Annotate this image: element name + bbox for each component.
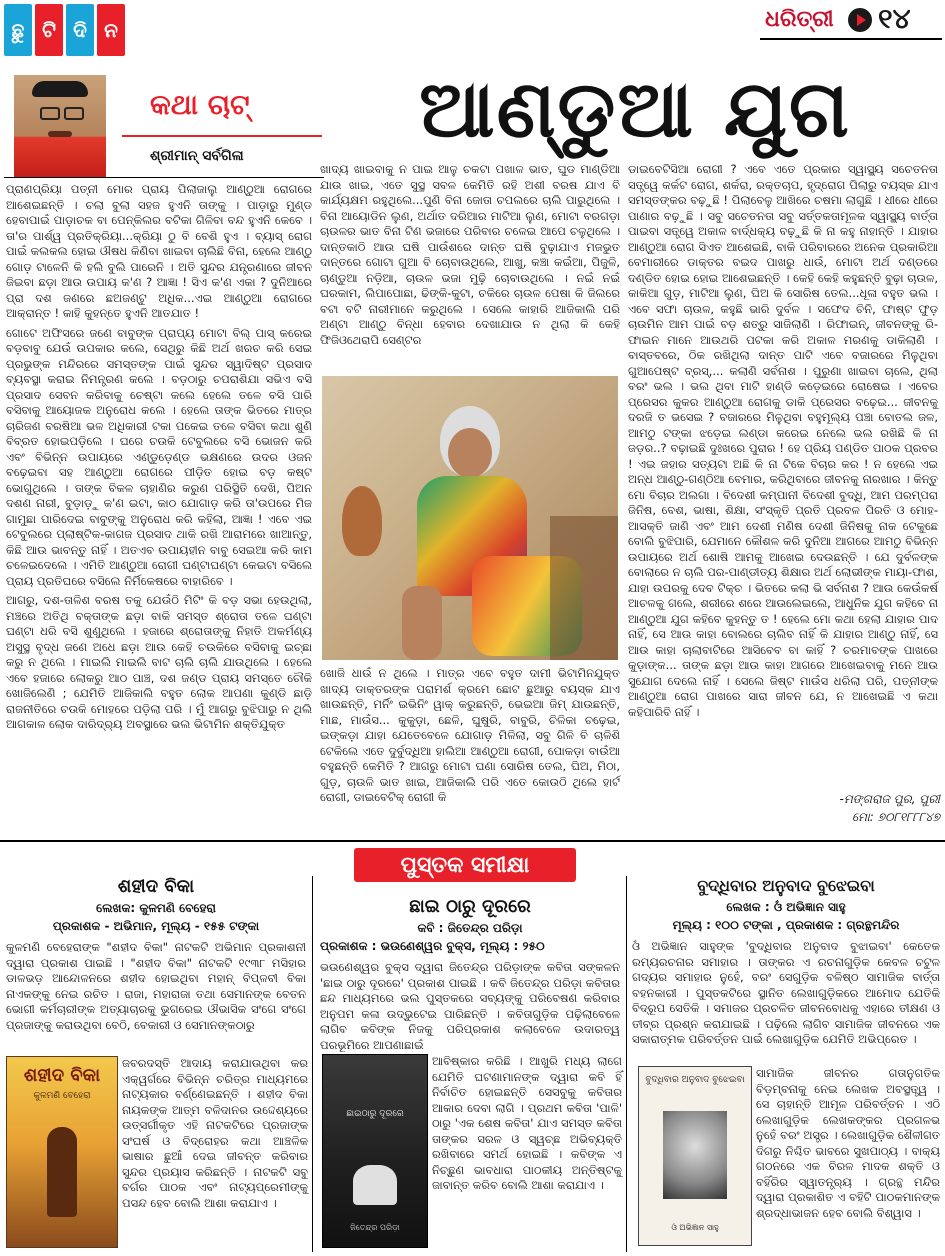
review-3-title: ବୁଦ୍ଧିବାର ଅନୁବାଦ ବୁଝେଇବା (697, 876, 875, 895)
review-1-publisher: ପ୍ରକାଶକ - ଅଭିମାନ, ମୂଲ୍ୟ - ୧୫୫ ଟଙ୍କା (52, 919, 260, 933)
review-divider-1 (312, 876, 313, 1252)
article-column-2-top (320, 162, 620, 366)
review-2-author: କବି : ଜିତେନ୍ଦ୍ର ପରିଡ଼ା (417, 921, 523, 935)
review-1-body-top: କୁଳମଣି ବେହେରାଙ୍କ "ଶହୀଦ ବିକା" ନାଟକଟି ଅଭିମାନ ପ୍ରକାଶନୀ ଦ୍ୱାରା ପ୍ରକାଶ ପାଇଛି । "ଶହୀଦ ବିକା" ନାଟକଟି ୧୯୩୮ ମସିହାର ଡାଳଭଡ଼ ଆନ୍ଦୋଳନରେ ଶହୀଦ ହୋଇଥିବା ମହାନ୍ ବିପ୍ଳବୀ ବିକା ନାଏକଙ୍କୁ ନେଇ ରଚିତ । ରାଜା, ମହାରାଜା ତଥା ସେମାନଙ୍କ ବେତନ ଭୋଗୀ କର୍ମଚାରୀଙ୍କ ଅତ୍ୟାଚାରକୁ ଭୁଗରେଇ ଔଭାସିକ ସଂଗେ ସଂଗେ ପ୍ରଜାଙ୍କୁ କରାଉଥିବା ବେଠି, ବେକାରୀ ଓ ସେମାନଙ୍କଠାରୁ (6, 940, 306, 1032)
review-3-publisher: ମୂଲ୍ୟ : ୧୦୦ ଟଙ୍କା , ପ୍ରକାଶକ : ଗ୍ରନ୍ଥମନ୍ଦିର (672, 918, 900, 932)
review-2-publisher: ପ୍ରକାଶକ : ଭଉଣେଶ୍ୱର ବୁକ୍ସ, ମୂଲ୍ୟ : ୨୫୦ (320, 939, 545, 953)
article-photo-knee-pain (322, 376, 618, 660)
section-title (4, 4, 128, 56)
paragraph: ଡାଇବେଟିସିଆ ରୋଗୀ ? ଏବେ ଏତେ ପ୍ରକାର ସ୍ୱାସ୍ଥ୍ୟ ସଚେତନତା ସତ୍ତ୍ୱେ କର୍କଟ ରୋଗ, ଶର୍କରା, ରକ୍ତଚାପ, ହୃଦ୍‌ରୋଗ ପିଲାରୁ ବୟସ୍କ ଯାଏ ସମସ୍ତଙ୍କର ବଢ଼ୁଛି ! ପିଲାବେଳୁ ଆଖିରେ ଚଷମା ଲାଗୁଛି । ଧୀରେ ଧୀରେ ପାଣାର ବଢ଼ୁଛି । ସବୁ ସଚେତନତା ସବୁ ସର୍ତ୍ତକତାମୂଳକ ସ୍ୱାସ୍ଥ୍ୟ ବାର୍ତ୍ତା ପାଇବା ସତ୍ତ୍ୱେ ଅକାଳ ବାର୍ଦ୍ଧକ୍ୟ ବଢ଼ୁଛି କି ନା କହୁ ନାହାନ୍ତି । ଯାହାର ଆଣ୍ଠୁଆ ରୋଗ ସିଏତ ଆଶେଇଛି, ବାକି ପରିବାରରେ ଅନେକ ପ୍ରକାରିଆ ବେମାରୀରେ ଡାକ୍ତର ବଇଦ ପାଖରୁ ଧାଉଁ, ମୋଟା ଅର୍ଥ ଦଣ୍ଡରେ ଦଣ୍ଡିତ ହୋଇ ହୋଇ ଆଶେଇଛନ୍ତି । କେହି କେହି କହୁଛନ୍ତି ବୁଢ଼ା ଚାଉଳ, କାକିଆ ଗୁଡ଼, ମାଟିଆ ଲୁଣ, ଘିଅ କି ସୋରିଷ ତେଲ...ଧୂଳା ବହୁତ ଭଲ । ଏବେ ସଫା ଚାଉଳ, କହୁଛି ଭାରି ଦୁର୍ବଳ । ସଫେଦ ଚିନି, ଫାଷ୍ଟ ଫୁଡ଼ ଚାଉମିନ ଆମ ପାଇଁ ବଡ଼ ଶତ୍ରୁ ସାଜିଲାଣି । ରିଫାଇନ୍, ଜୀବନଙ୍କୁ ରି-ଫାଇନ ମାନେ ଆଉଥରି ପଟକା କରି ଅକାଳ ମରଣକୁ ଡାକିଲାଣି । ବାସ୍ତବରେ, ଠିକ ରଖିଥିଲା ଦାନ୍ତ ପାଟି ଏବେ ବଜାରରେ ମିଳୁଥିବା ଗୁଆପେଷ୍ଟ ବ୍ରସ୍,... କଲାଣି ସର୍ବନାଶ । ପୁରୁଣା ଖାଇବା ଚାଲେ, ଥିଲା ବରଂ ଭଲ । ଭଲ ଥିବା ମାଟି ହାଣ୍ଡି କଡ଼େଇରେ ରୋଷେଇ । ଏବେର ପ୍ରେସର କୁକର ଆଣ୍ଠୁଆ ରୋଗକୁ ଡାକି ପ୍ରେସର ବଢ଼େଇ... ଜୀବନକୁ ଦରଜି ତ ଭସେଇ ? ବଜାରରେ ମିଳୁଥିବା ବହୁମୂଲ୍ୟ ପଞ୍ଚା ବୋତଲ ଜଳ, ଆମଠୁ ଟଙ୍କା ଝଡ଼େଇ ଲଣ୍ଡା କରେଇ ନେଲେ ଭଲ ରଖିଛି କି ନା ଜଡ଼ର..? ବଢ଼ାଇଛି ଦୁଃଖରେ ପୁରାର ! ହେ ପ୍ରିୟ ପଣ୍ଡିତ ପାଠକ ପ୍ରବର ! ଏଇ ଜହାର ସତ୍ୟଟା ଅଛି କି ନା ଟିକେ ବିଚାର କର ! ନ ହେଲେ ଏଇ ଅନ୍ଧ ଆଣ୍ଠୁ-ଗଣ୍ଠିଆ ବେମାର, କରିଥିବାରେ ଜୀବନକୁ ନାରଖାର । କିନ୍ତୁ ମୋ ବିଚାର ଅଲଗା । ବିଦେଶୀ କମ୍ପାନୀ ବିଦେଶୀ ବୁଦ୍ଧି, ଆମ ପରମ୍ପରା ଜିନିଷ, ବେଶ, ଭାଷା, ଶିକ୍ଷା, ସଂସ୍କୃତି ପ୍ରତି ପ୍ରବଳ ପିରତି ଓ ମୋହ-ଆସକ୍ତି ଜାଣି ଏବଂ ଆମ ଦେଶୀ ମଣିଷ ଦେଶୀ ଜିନିଷକୁ ନାକ ଟେକୁଛେ ବୋଲି ବୁଝିପାରି, ଯେମାନେ କୌଶଳ କରି ଦୁନିଆ ଆଗରେ ଆମଠୁ ବିଭିନ୍ନ ଉପାୟରେ ଅର୍ଥ ଶୋଷି ଆମକୁ ଆଖେଇ ଦେଉଛନ୍ତି । ଯେ ଦୁର୍ବଳଙ୍କ ବୋଲାରେ ନ ଚାଲି ପର-ପାଣ୍ଡୀତ୍ୟ ଶିକ୍ଷାର ଅର୍ଥ ଲୋଭୀଙ୍କ ମାୟା-ଫାଶ, ଯାହା ଉପରକୁ ଦେବ ଟିକ୍‌ଚ । ଭିତରେ କଲା ଭି ସର୍ବନାଶ ? ଆଉ କେଉଁକର୍ଷ ଆଚଳକୁ ଗଲେ, ଶରୀରେ ଶରେ ଆଉଲେଇଲେ, ଆଧୁନିକ ଯୁଗ କହିବେ ନା ଆଣ୍ଠୁଆ ଯୁଗ କହିବେ କୁହନ୍ତୁ ତ ! ହେଲେ ମୋ କଥା ହେଲା ଯାହାର ପାଦ ନାହିଁ, ସେ ଆଉ କାହା ବୋଲରେ ଚାଲିବ ନାହିଁ କି ଯାହାର ଆଣ୍ଠୁ ନାହିଁ, ସେ ଆଉ କାହା ଚାଲାବାଟିରେ ଆସିବେବ ବା କାହିଁ ? ଚରମାବଙ୍କ ପାଖରେ କୁଡ଼ାଙ୍କ... ତାଙ୍କ ଛଡ଼ା ଆଉ କାହା ଆଗରେ ଆଖେଇବାକୁ ମନେ ଆଉ ସୁଯୋଗ ଦେଲେ ନାହିଁ । ସେଲେ ଜିଷ୍ଟ ମାଉଁସ ଧରିଲା ପରି, ପତ୍ନୀଙ୍କ ଆଣ୍ଠୁଆ ରୋଗ ପାଖରେ ସାରା ଜୀବନ ଯେ, ନ ଆଖେଇଛି ଏ କଥା କହିପାରିବି ନାହିଁ । (628, 162, 938, 719)
review-3-author: ଲେଖକ : ଓଁ ଅଭିଜ୍ଞାନ ସାହୁ (726, 900, 846, 914)
page-number: ୧୪ (878, 2, 911, 35)
signoff-phone: ମୋ: ୭୦୮୧୮୮୮୪୭ (852, 810, 940, 824)
section-masthead (0, 0, 945, 60)
column-header-rule (4, 177, 324, 178)
play-icon (848, 8, 872, 32)
article-column-1 (6, 182, 312, 794)
review-3-body-bottom: ସାମାଜିକ ଜୀବନର ଗତାନୁଗତିକ ବିଡ଼ମ୍ବନାକୁ ନେଇ ଲେଖକ ଅବସ୍ଥତ୍ତ୍ୱ । ସେ ଚାହାନ୍ତି ଆମୂଳ ପରିବର୍ତ୍ତନ । ଏଠି ଲେଖାଗୁଡ଼ିକ ଲେଖକଙ୍କର ପ୍ରଗଳଭ ନୁହେଁ ବରଂ ଅସ୍ତ୍ର । ଲେଖାଗୁଡ଼ିକ ଶୈଳୀଗତ ଦିଗରୁ ନିଶ୍ଚିତ ଭାବରେ ସୁଖପାଠ୍ୟ । ବାକ୍ୟ ଗଠନରେ ଏକ ବିରଳ ମାଦକ ଶକ୍ତି ଓ ବହିଁରିର ସ୍ୱାତନ୍ତ୍ର୍ୟ । ଗ୍ରନ୍ଥ ମନ୍ଦିର ଦ୍ୱାରା ପ୍ରକାଶିତ ଏ ବହିଟି ପାଠକମାନଙ୍କ ଶ୍ରଦ୍ଧାଭାଜନ ହେବ ବୋଲି ବିଶ୍ୱାସ । (756, 1066, 940, 1220)
review-1-cover-title: ଶହୀଦ ବିକା (23, 1065, 101, 1086)
review-3-cover-title: ବୁଦ୍ଧିବାର ଅନୁବାଦ ବୁଝେଇବା (645, 1075, 745, 1085)
article-column-3 (628, 162, 938, 786)
paragraph: ଗୋଟେ ଅଫିସରେ ଜଣେ ବାବୁଙ୍କ ପ୍ରାପ୍ୟ ମୋଟା ବିଲ୍ ପାସ୍ କରେଇ ବଡ଼ବାବୁ ଯେଉଁ ଉପକାର କଲେ, ସେଥିରୁ କିଛି ଅର୍ଥ ଖରଚ କରି ସେଇ ପ୍ରଭୁଙ୍କ ମନ୍ଦିରରେ ସମସ୍ତଙ୍କ ପାଇଁ ସୁନ୍ଦର ସ୍ୱାଦିଷ୍ଟ ପ୍ରସାଦ ବ୍ୟବସ୍ଥା କରାଇ ନିମନ୍ତ୍ରଣ କଲେ । ବଡ଼ଠାରୁ ଚପରାଶିଯା ସଭିଏ ବସି ପ୍ରସାଦ ସେବନ କରିବାକୁ ଚେଷ୍ଟା କଲେ ହେଲେ ତଳେ ବସି ପାରି ବସିବାକୁ ଆୟୋଜକ ଅନୁରୋଧ କଲେ । ହେଲେ ତାଙ୍କ ଭିତରେ ମାତ୍ର ଚାରିଜଣ ବରଷିଆ ଭଳ ଅଧିକାରୀ ଟକା ପକେଇ ତଳେ ବସିବା କଥା ଶୁଣି ବିବ୍ରତ ହୋଇପଡ଼ିଲେ । ଘରେ ଚଉକି ଟେବୁଲରେ ବସି ଭୋଜନ କରି ଏବଂ ବିଭିନ୍ନ ଉପାୟରେ ଏଣ୍ଡୁଡ଼େଣ୍ଡ ଭକ୍ଷଣରେ ଉଦର ଓଜନ ବଢ଼େଇବା ସହ ଆଣ୍ଠୁଆ ରୋଗରେ ପୀଡ଼ିତ ହୋଇ ବଡ଼ କଷ୍ଟ ଭୋଗୁଥିଲେ । ତାଙ୍କ ବିକଳ ଚାହାଣିର କରୁଣ ପରିସ୍ଥିତି ଦେଖି, ପିଅନ ଦଶଣ ନାରୀ, ବୁଡ଼ାଡ଼ୁ କ'ଣ ଇଟା, କାଠ ଯୋଗାଡ଼ କରି ତା'ଉପରେ ମିଜ ଗାମୁଛା ପାରିଦେଇ ବାବୁଙ୍କୁ ଅନୁରୋଧ କରି କହିଲା, ଆଜ୍ଞା ! ଏବେ ଏଇ ଟେବୁଲରେ ପ୍ଲାଷ୍ଟିକ-କାଗଜ ପ୍ରସାଦ ଥାକି ରଖି ଆରାମରେ ଖାଆନ୍ତୁ, କିଛି ଆଉ ଭାବନ୍ତୁ ନାହିଁ । ଅତଏବ ଉପାୟହୀନ ବାବୁ ସେଇଆ କରି କାମ ଚଳେଇଦେଲେ । ଏମିତି ଆଣ୍ଠୁଆ ରୋଗୀ ଘଣ୍ଟାଘଣ୍ଟା କେଇଟା ବସିଲେ ପ୍ରାୟ ପ୍ରତିଘରେ ବସିଲେ ନିର୍ମିକେଷରେ ବାହାରିବେ । (6, 325, 312, 588)
column-name: କଥା ଚାଟ୍ (150, 88, 250, 121)
review-3-cover (638, 1066, 752, 1246)
book-review-banner (354, 848, 576, 882)
review-2-cover-title: ଛାଇଠାରୁ ଦୂରରେ (346, 1109, 404, 1119)
paragraph: ପ୍ରାଣପ୍ରିୟା ପତ୍ନୀ ମୋର ପ୍ରାୟ ପିଲାଜାଲୁ ଆଣ୍ଠୁଆ ରୋଗରେ ଆଶେଇଛନ୍ତି । ଚଲା ବୁଲା ସହଜ ହୁଏନି ତାଙ୍କୁ । ପାଡ଼ାରୁ ମୁଣ୍ଡ ହେବାପାଇଁ ପାଡ଼ାଚକ ବା ପେନ୍‌କିଲର ବଟିକା ଗିଳିବା ବନ୍ଦ ହୁଏନି କେବେ । ତା'ର ପାର୍ଶ୍ୱ ପ୍ରତିକ୍ରିୟା...କ୍ରିୟା ଠୁ ବି ବେଶି ହୁଏ । ବ୍ୟାସ୍ ରୋଗ ପାଇଁ କଲକଲ ହୋଇ ଔଷଧ କିଣିବା ଖାଇବା ଚାଲିଛି ବିନା, ହେଲେ ଆଣ୍ଠୁ ଗୋଡ଼ ଟାଳେନି କି ହଲି ବୁଲି ପାରେନି । ଅତି ସୁନ୍ଦର ଯନ୍ତ୍ରଣାରେ ଜୀବନ ଜିଇବା ଛଡ଼ା ଆଉ ଉପାୟ କ'ଣ ? ଆଜ୍ଞା ! ସିଏ କ'ଣ ଏକା ? ଦୁନିଆରେ ପ୍ରା ଦଶ ଜଣରେ ଛଅଜଣ୍ଟୁ ଅଧିକ...ଏଇ ଆଣ୍ଠୁଆ ରୋଗରେ ଆକ୍ରାନ୍ତ ! କାହି କୁହନ୍ତେ ହୁଏନି ଆତଯାତ ! (6, 182, 312, 320)
review-3-body-top: ଓଁ ଅଭିଜ୍ଞାନ ସାହୁଙ୍କ 'ବୁଦ୍ଧିବାର ଅନୁବାଦ ବୁଝାଇବା' କେତେକ ରମ୍ୟରଚନାର ସମାହାର । ତାଙ୍କର ଏ ରଚନାଗୁଡ଼ିକ କେବଳ ଚଟୁଳ ଗଦ୍ୟର ସମାହାର ନୁହେଁ, ବରଂ ସେଗୁଡ଼ିକ ବଳିଷ୍ଠ ସାମାଜିକ ବାର୍ତ୍ତା ବହନକାରୀ । ପୁସ୍ତକଟିରେ ସ୍ଥାନିତ ଲେଖାଗୁଡ଼ିକରେ ଆମୋଦ ଯେତିକି ବିଦ୍ରୂପ ସେତିକି । ସମାଜର ପ୍ରଚଳିତ ଜୀବନବୋଧକୁ ଏହାରେ ତୀକ୍ଷଣ ଓ ତୀବ୍ର ପ୍ରଶ୍ନ କରାଯାଇଛି । ପଢ଼ିଲେ ଲାଗିବ ସାମାଜିକ ଜୀବନରେ ଏକ ସକାରାତ୍ମକ ପରିବର୍ତ୍ତନ ପାଇଁ ଲେଖାଗୁଡ଼ିକ ଯେମିତି ଅଭିପ୍ରେତ । (632, 939, 940, 1046)
article-column-2-bottom (320, 666, 620, 834)
article-bottom-rule (0, 840, 945, 842)
review-3-cover-author: ଓଁ ଅଭିଜ୍ଞାନ ସାହୁ (671, 1223, 719, 1232)
publication-logo: ଧରିତ୍ରୀ (765, 6, 834, 32)
review-2-body-bottom: ଆବିଷ୍କାର କରିଛି । ଆଖୁରି ମଧ୍ୟ ଲାଗେ ଯେମିତି ଘଟଣାମାନଙ୍କ ଦ୍ୱାରା କବି ହିଁ ନିର୍ବାଚିତ ହୋଇଛନ୍ତି ସେସବୁକୁ କବିତାର ଆକାର ଦେବା ଲାଗି । ପ୍ରଥମ କବିତା 'ପାଳି' ଠାରୁ 'ଏକ ଶେଷ କବିତା' ଯାଏ ସମସ୍ତ କବିତା ତାଙ୍କର ସରଳ ଓ ସ୍ୱଚ୍ଛ ଅଭିବ୍ୟକ୍ତି ରଖିବାରେ ସମର୍ଥ ହୋଇଛି । କବିଙ୍କ ଏ ନିଚ୍ଛୁଣ ଭାବଧାରା ପାଠକୀୟ ଅନ୍ତିଷ୍ଟକୁ ଜାବାନ୍ତ କରିବ ବୋଲି ଆଶା କରାଯାଏ । (432, 1054, 622, 1192)
column-author: ଶ୍ରୀମାନ୍ ସର୍ବଗିଳା (150, 148, 244, 164)
review-2-cover (322, 1054, 428, 1248)
review-1-title: ଶହୀଦ ବିକା (117, 876, 195, 897)
section-char-3: ଦି (66, 4, 94, 56)
author-photo (14, 75, 106, 177)
review-1-author: ଲେଖକ: କୁଳମଣି ବେହେରା (96, 901, 216, 915)
signoff-place: -ମଙ୍ଗରାଜ ପୁର, ପୁରୀ (839, 792, 940, 806)
section-char-2: ଟି (35, 4, 63, 56)
paragraph: ଆଗରୁ, ଦଶ-ତାଳିଶ ବରଷ ତକୁ ଯେଉଁଠି ମିଟିଂ କି ବଡ଼ ସଭା ହେଉଥିଲା, ମଞ୍ଚରେ ଅତିଥି ବକ୍ତାଙ୍କ ଛଡ଼ା ବାକି ସମସ୍ତ ଶ୍ରୋତା ତଳେ ଘଣ୍ଟା ଘଣ୍ଟା ଧରି ବସି ଶୁଣୁଥିଲେ । ହଜାରେ ଶ୍ରୋତାଙ୍କୁ ନିହାତି ଅକର୍ମଣ୍ୟ ଅସୁସ୍ଥ ବୃଦ୍ଧ ଜଣେ ଅଧେ ଛଡ଼ା ଆଉ କେହି ଚଉକିରେ ବସିବାକୁ ଇଚ୍ଛା କରୁ ନ ଥିଲେ । ମାଇଲି ମାଇଲି ବାଟ ଚାଲି ଚାଲି ଯାଉଥିଲେ । ହେଲେ ଏବେ ହଜାରେ ଲୋକରୁ ଆଠ ପାଞ୍ଚ, ଦଶ ଜଣ୍ଡ ପ୍ରାୟ ସମସ୍ତେ ଚୌକି ଖୋଜିଲେଣି ; ଯେମିତି ଆଜିକାଲି ବହୁତ ଲୋକ ଆପଣା କୁଣ୍ଡି ଛାଡ଼ି ରାଜନୀତିରେ ଚଉକି ମୋହରେ ପଡ଼ିଲା ପରି । ମୁଁ ଆଗରୁ ବୁଝିପାରୁ ନ ଥିଲି ଆଗକାଳ ଲୋକ ଦାରିଦ୍ର୍ୟ ଅବସ୍ଥାରେ ଭଲ ଭିଟାମିନ ଶକ୍ତିଯୁକ୍ତ (6, 593, 312, 731)
headline: ଆଣ୍ଡୁଆ ଯୁଗ (419, 64, 851, 155)
review-2-title: ଛାଇ ଠାରୁ ଦୂରରେ (409, 896, 531, 917)
review-1-body-bottom: ଜବରଦସ୍ତି ଆଦାୟ କରାଯାଉଥିବା କର ଏକ୍ୱର୍ଗରେ ବିଭିନ୍ନ ଚରିତ୍ର ମାଧ୍ୟମରେ ନାଟ୍ୟକାର ବର୍ଣ୍ଣେଇଛନ୍ତି । ଶହୀଦ ବିକା ନାୟକଙ୍କ ଆତ୍ମ ବଳିଦାନର ଉଦ୍ଦେଶ୍ୟରେ ଉତ୍ସର୍ଗୀକୃତ ଏହି ନାଟକଟିରେ ପ୍ରଜାଙ୍କ ସଂଘର୍ଷ ଓ ବିଦ୍ରୋହର କଥା ଆଞ୍ଚଳିକ ଭାଷାର ଛୁଆଁ ଦେଇ ଜୀବନ୍ତ କରିବାର ସୁନ୍ଦର ପ୍ରୟାସ କରିଛନ୍ତି । ନାଟକଟି ସବୁ ବର୍ଗର ପାଠକ ଏବଂ ନାଟ୍ୟପ୍ରେମୀଙ୍କୁ ପସନ୍ଦ ହେବ ବୋଲି ଆଶା କରାଯାଏ । (122, 1056, 308, 1210)
column-underline (122, 135, 322, 137)
section-char-1: ଛୁ (4, 4, 32, 56)
paragraph: ଖୋଜି ଧାଉଁ ନ ଥିଲେ । ମାତ୍ର ଏବେ ବହୁତ ଦାମୀ ଭିଟାମିନଯୁକ୍ତ ଖାଦ୍ୟ ଡାକ୍ତରଙ୍କ ପରାମର୍ଶ କ୍ରମେ ଛୋଟ ଛୁଆରୁ ବୟସ୍କ ଯାଏ ଖାଉଛନ୍ତି, ମର୍ନିଂ ଇଭିନିଂ ୱାକ୍ କରୁଛନ୍ତି, ଭେଇଆ ଜିମ୍ ଯାଉଛନ୍ତି, ମାଛ, ମାଉଁସ... କୁକୁଡ଼ା, ଛେଳି, ଘୁଷୁରି, ବାବୁରି, ଚିଳିକା ଚଢ଼େଇ, ଇଙ୍କଡ଼ା ଯାହା ଯେତେବେଳେ ଯୋଗାଡ଼ ମିଳିଲା, ସବୁ ଗିଳି ବି ଚାଳିଶି ଟେକିଲେ ଏତେ ଦୁର୍ବୁଦ୍ଧିଆ ହାଲିଆ ଆଣ୍ଠୁଆ ରୋଗୀ, ପୋକଡ଼ା ବାଉଁଆ ବହୁଛନ୍ତି କେମିତି ? ଆଗରୁ ମୋଟା ଘଣା ସୋରିଷ ତେଲ, ଘିଅ, ମିଠା, ଗୁଡ଼, ଚାଉଳି ଭାତ ଖାଇ, ଆଜିକାଲି ପରି ଏତେ କୋଉଠି ଥିଲେ ହାର୍ଟ ରୋଗୀ, ଡାଇବେଟିକ୍ ରୋଗୀ କି (320, 666, 620, 804)
review-2-body-top: ଭଉଣେଶ୍ୱର ବୁକ୍ସ ଦ୍ୱାରା ଜିତେନ୍ଦ୍ର ପରିଡ଼ାଙ୍କ କବିତା ସଙ୍କଳନ 'ଛାଇ ଠାରୁ ଦୂରରେ' ପ୍ରକାଶ ପାଇଛି । କବି ଜିତେନ୍ଦ୍ର ପରିଡ଼ା କବିତାର ଛନ୍ଦ ମାଧ୍ୟମରେ ଭଲ ପୁସ୍ତକରେ ସବ୍ୟଙ୍କୁ ପରିବେଷଣ କରିବାର ଅନୁପମ କଳା ଉଦ୍ଭୁଟେଇ ପାରିଛନ୍ତି । କବିତାଗୁଡ଼ିକ ପଢ଼ିଲାବେଳେ ଲାଗିବ କବିଙ୍କ ନିଜକୁ ପରିପ୍ରକାଶ କଲାବେଳେ ଉଦାରତ୍ୱ ପରଭୂମିରେ ଆପଣାଛାଇଁ (320, 960, 620, 1052)
paragraph: ଖାଦ୍ୟ ଖାଇବାକୁ ନ ପାଇ ଆଳୁ ଚକଟା ପଖାଳ ଭାତ, ଘୁଡ ମାଣ୍ଡିଆ ଯାଉ ଖାଇ, ଏତେ ସୁସ୍ଥ ସବଳ କେମିତି ରହି ଅଶୀ ବରଷ ଯାଏ ବି କାର୍ଯ୍ୟକ୍ଷମ ରହୁଥିଲେ...ପୁଣି ବିନା ଜୋତା ଚପଲରେ ଚାଲି ପାରୁଥିଲେ । ବିନା ଆୟୋଡିନ ଲୁଣ, ଅର୍ଥାତ ଦରିଆର ମାଟିଆ ଲୁଣ, ମୋଟା ବରଗଡ଼ା ଚାଉଳର ଭାତ ବିନା ଟିଣ ଭଜାରେ ପରିବାର ଚଳେଇ ଆପେ ଚଳୁଥିଲେ । ଦାନ୍ତକାଠି ଆଉ ଘଷି ପାଉଁଶରେ ଦାନ୍ତ ଘଷି ବୁଢ଼ାଯାଏ ମଜଭୁତ ଦାନ୍ତରେ ଗୋଟା ଗୁଆ ବି ଚୋବାଉଥିଲେ, ଆଖୁ, କଞ୍ଚା କଇଁଆ, ପିଜୁଳି, ଚାଣ୍ଡୁଆ ନଡ଼ିଆ, ଚାଉଳ ଭଜା ମୁଢ଼ି ଚୋବାଉଥିଲେ । ନଇଁ ନଇଁ ଘରକାମ, ଲିପାପୋଛା, ଢିଙ୍କି-କୁଟା, ଚକିରେ ଚାଉଳ ପେଷା କି ଜିଲରେ ବଟା ବଟି ନାରୀମାନେ କରୁଥିଲେ । ସେଲେ କାହାରି ଆଜିକାଲି ପରି ଅଣ୍ଟା ଆଣ୍ଠୁ ବିନ୍ଧା ହେବାର ଦେଖାଯାଉ ନ ଥିଲା କି କେହି ଫିଜିଓଥେରାପି ସେଣ୍ଟର (320, 162, 620, 347)
book-review-banner-text: ପୁସ୍ତକ ସମୀକ୍ଷା (400, 852, 530, 878)
review-1-cover-author: କୁଳମଣି ବେହେରା (33, 1091, 91, 1101)
masthead-rule (760, 38, 942, 40)
review-2-cover-subtitle: ଜିତେନ୍ଦ୍ର ପରିଡ଼ା (350, 1223, 400, 1232)
review-1-cover (6, 1056, 118, 1248)
review-divider-2 (626, 876, 627, 1252)
section-char-4: ନ (97, 4, 125, 56)
